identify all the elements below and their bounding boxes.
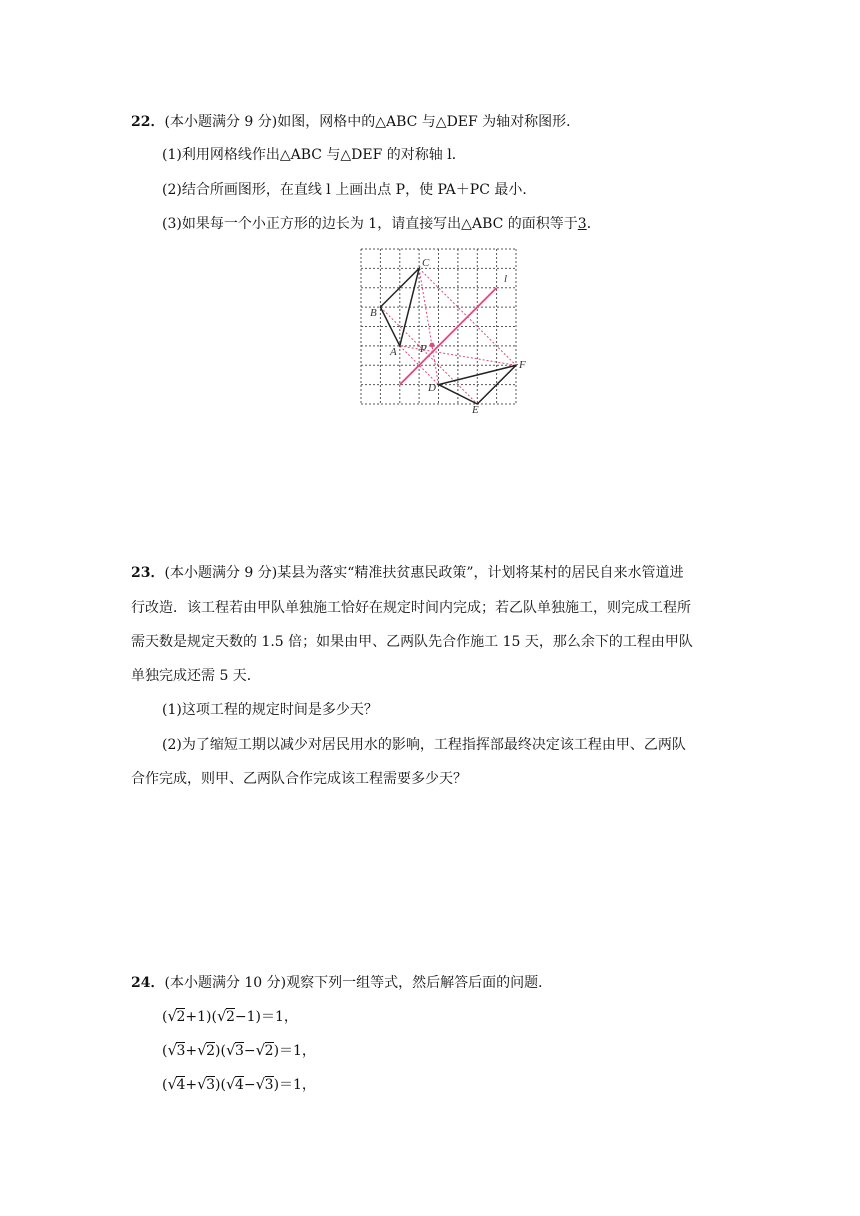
sqrt-symbol (197, 1075, 215, 1095)
equation-end: −1)＝1， (234, 1009, 298, 1025)
radicand: 2 (176, 1009, 186, 1025)
label-a: A (390, 346, 397, 358)
operator: − (243, 1077, 256, 1093)
q23-part2-line1: (2)为了缩短工期以减少对居民用水的影响，工程指挥部最终决定该工程由甲、乙两队 (162, 737, 686, 753)
radicand: 3 (206, 1077, 216, 1093)
radicand: 2 (206, 1043, 216, 1059)
label-l: l (504, 273, 508, 285)
radicand: 3 (234, 1043, 244, 1059)
q24-stem-line (131, 973, 552, 993)
operator: )( (215, 1043, 226, 1059)
sqrt-symbol (167, 1041, 185, 1061)
q22-points: (本小题满分 9 分) (164, 114, 278, 130)
q22-stem: 如图，网格中的△ABC 与△DEF 为轴对称图形． (277, 114, 581, 130)
radicand: 2 (225, 1009, 235, 1025)
grid-figure (356, 244, 536, 414)
q23-points: (本小题满分 9 分) (164, 565, 278, 581)
paren: ( (162, 1009, 168, 1025)
label-e: E (472, 404, 479, 414)
q23-stem-l1: 某县为落实“精准扶贫惠民政策”，计划将某村的居民自来水管道进 (277, 565, 684, 581)
q22-part3-end: ． (586, 216, 601, 232)
sqrt-symbol (256, 1041, 274, 1061)
paren: ( (162, 1077, 168, 1093)
q23-line2: 行改造．该工程若由甲队单独施工恰好在规定时间内完成；若乙队单独施工，则完成工程所 (131, 600, 691, 616)
operator: +1)( (185, 1009, 217, 1025)
sqrt-symbol (167, 1075, 185, 1095)
sqrt-symbol (197, 1041, 215, 1061)
operator: + (185, 1077, 198, 1093)
symmetry-axis-l (400, 288, 497, 385)
operator: )( (215, 1077, 226, 1093)
q24-points: (本小题满分 10 分) (164, 975, 287, 991)
q22-part3-answer: 3 (577, 216, 587, 232)
q24-equation-1 (162, 1007, 298, 1027)
q23-line3: 需天数是规定天数的 1.5 倍；如果由甲、乙两队先合作施工 15 天，那么余下的工程由甲队 (131, 634, 693, 650)
point-p-marker (430, 343, 435, 348)
sqrt-symbol (256, 1075, 274, 1095)
q23-line4: 单独完成还需 5 天． (131, 668, 261, 684)
sqrt-symbol (226, 1075, 244, 1095)
sqrt-symbol (167, 1007, 185, 1027)
radicand: 3 (264, 1077, 274, 1093)
operator: + (185, 1043, 198, 1059)
q24-stem: 观察下列一组等式，然后解答后面的问题． (286, 975, 553, 991)
label-c: C (422, 257, 430, 269)
q23-part1: (1)这项工程的规定时间是多少天？ (162, 702, 378, 718)
label-f: F (519, 359, 526, 371)
q23-part2-line2: 合作完成，则甲、乙两队合作完成该工程需要多少天？ (131, 771, 467, 787)
equation-end: )＝1， (273, 1043, 316, 1059)
q24-equation-2 (162, 1041, 316, 1061)
label-p: P (420, 343, 427, 355)
radicand: 4 (234, 1077, 244, 1093)
sqrt-symbol (217, 1007, 235, 1027)
q24-equation-3 (162, 1075, 316, 1095)
radicand: 4 (176, 1077, 186, 1093)
grid-lines (361, 249, 516, 404)
q23-number: 23． (131, 565, 165, 581)
radicand: 2 (264, 1043, 274, 1059)
q22-part3 (162, 214, 601, 234)
paren: ( (162, 1043, 168, 1059)
radicand: 3 (176, 1043, 186, 1059)
q24-number: 24． (131, 975, 165, 991)
q22-part1: (1)利用网格线作出△ABC 与△DEF 的对称轴 l． (162, 147, 466, 163)
label-d: D (428, 382, 436, 394)
q22-number: 22． (131, 114, 165, 130)
equation-end: )＝1， (273, 1077, 316, 1093)
q23-line1 (131, 563, 684, 583)
label-b: B (370, 307, 377, 319)
operator: − (243, 1043, 256, 1059)
sqrt-symbol (226, 1041, 244, 1061)
q22-part3-text: (3)如果每一个小正方形的边长为 1，请直接写出△ABC 的面积等于 (162, 216, 578, 232)
q22-stem-line (131, 112, 580, 132)
q22-part2: (2)结合所画图形，在直线 l 上画出点 P，使 PA＋PC 最小． (162, 182, 537, 198)
